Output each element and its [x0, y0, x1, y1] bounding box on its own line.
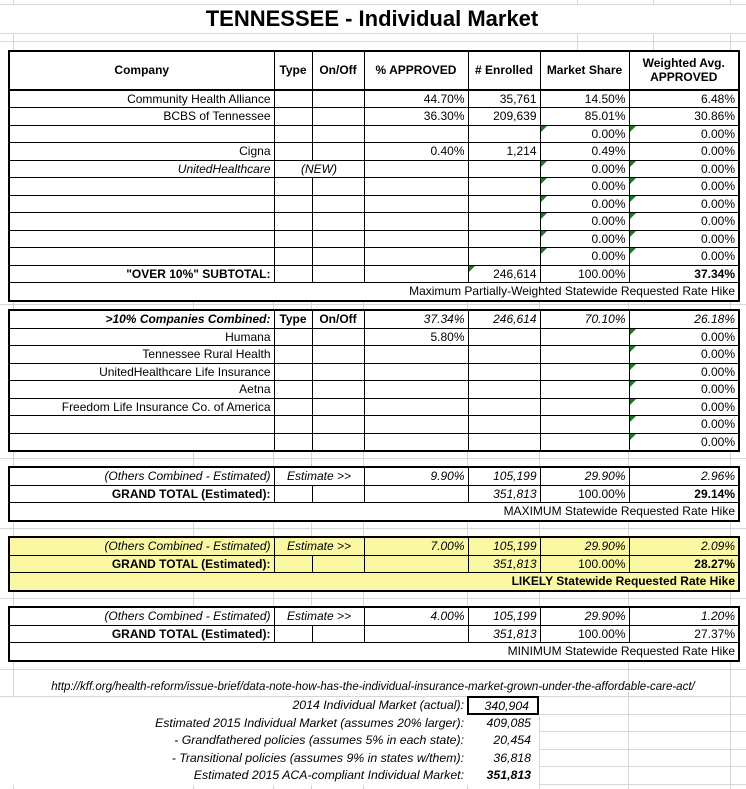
cell-enrolled: 246,614	[468, 310, 540, 328]
error-indicator-icon	[630, 126, 636, 132]
sheet-title: TENNESSEE - Individual Market	[13, 5, 731, 33]
table-note: MAXIMUM Statewide Requested Rate Hike	[9, 503, 739, 521]
footer-calc-row	[0, 767, 539, 785]
cell-weighted: 0.00%	[629, 381, 739, 399]
note-row	[9, 573, 739, 591]
footer-calc-value: 20,454	[467, 732, 539, 750]
cell-approved: 0.40%	[364, 143, 468, 161]
cell-company: Cigna	[9, 143, 274, 161]
table-header-row	[9, 51, 739, 90]
cell-weighted: 0.00%	[629, 160, 739, 178]
cell-weighted: 0.00%	[629, 230, 739, 248]
table-note: Maximum Partially-Weighted Statewide Requested Rate Hike	[9, 283, 739, 301]
cell-enrolled: 351,813	[468, 625, 540, 643]
cell-share: 100.00%	[540, 265, 629, 283]
cell-share: 100.00%	[540, 625, 629, 643]
cell-approved: 4.00%	[364, 607, 468, 625]
cell-enrolled: 351,813	[468, 485, 540, 503]
cell-share: 0.00%	[540, 230, 629, 248]
cell-approved: 7.00%	[364, 537, 468, 555]
cell-weighted: 0.00%	[629, 398, 739, 416]
gridline	[311, 451, 312, 466]
gridline	[273, 591, 274, 606]
col-header-type: Type	[274, 310, 312, 328]
table-row	[9, 125, 739, 143]
cell-subtotal-label: "OVER 10%" SUBTOTAL:	[9, 265, 274, 283]
gridline	[13, 591, 14, 606]
cell-weighted: 2.09%	[629, 537, 739, 555]
gridline	[363, 591, 364, 606]
gridline	[467, 521, 468, 536]
error-indicator-icon	[630, 329, 636, 335]
cell-estimate-label: Estimate >>	[274, 467, 364, 485]
cell-new-flag: (NEW)	[274, 160, 364, 178]
table-row	[9, 398, 739, 416]
gridline	[628, 451, 629, 466]
gridline	[193, 784, 194, 789]
gridline	[363, 451, 364, 466]
gridline	[539, 766, 746, 767]
others-row	[9, 607, 739, 625]
cell-weighted: 37.34%	[629, 265, 739, 283]
subtotal-row	[9, 265, 739, 283]
cell-weighted: 0.00%	[629, 363, 739, 381]
col-header-onoff: On/Off	[312, 310, 364, 328]
cell-total-label: GRAND TOTAL (Estimated):	[9, 625, 274, 643]
table-row	[9, 346, 739, 364]
cell-approved: 5.80%	[364, 328, 468, 346]
gridline	[0, 41, 746, 42]
cell-company: Tennessee Rural Health	[9, 346, 274, 364]
cell-weighted: 26.18%	[629, 310, 739, 328]
footer-calc-label: 2014 Individual Market (actual):	[0, 697, 467, 715]
cell-others-label: (Others Combined - Estimated)	[9, 467, 274, 485]
cell-others-label: (Others Combined - Estimated)	[9, 537, 274, 555]
error-indicator-icon	[630, 364, 636, 370]
gridline	[539, 451, 540, 466]
others-row	[9, 467, 739, 485]
gridline	[0, 304, 746, 305]
cell-weighted: 0.00%	[629, 195, 739, 213]
gridline	[539, 591, 540, 606]
error-indicator-icon	[630, 196, 636, 202]
error-indicator-icon	[630, 248, 636, 254]
cell-share: 0.00%	[540, 160, 629, 178]
note-row	[9, 283, 739, 301]
error-indicator-icon	[541, 196, 547, 202]
gridline	[539, 714, 746, 715]
cell-weighted: 0.00%	[629, 328, 739, 346]
over-10-table	[8, 50, 740, 302]
table-row	[9, 160, 739, 178]
col-header-weighted: Weighted Avg. APPROVED	[629, 51, 739, 90]
cell-weighted: 0.00%	[629, 346, 739, 364]
cell-enrolled: 35,761	[468, 90, 540, 108]
gridline	[13, 451, 14, 466]
gridline	[363, 521, 364, 536]
error-indicator-icon	[541, 248, 547, 254]
cell-weighted: 0.00%	[629, 248, 739, 266]
grand-total-row	[9, 555, 739, 573]
grand-total-row	[9, 485, 739, 503]
cell-weighted: 0.00%	[629, 178, 739, 196]
gridline	[193, 521, 194, 536]
col-header-approved: % APPROVED	[364, 51, 468, 90]
cell-share: 0.49%	[540, 143, 629, 161]
gridline	[467, 451, 468, 466]
error-indicator-icon	[630, 399, 636, 405]
cell-weighted: 29.14%	[629, 485, 739, 503]
cell-weighted: 6.48%	[629, 90, 739, 108]
gridline	[311, 521, 312, 536]
error-indicator-icon	[541, 231, 547, 237]
cell-weighted: 0.00%	[629, 143, 739, 161]
cell-share: 70.10%	[540, 310, 629, 328]
gridline	[0, 458, 746, 459]
gridline	[193, 591, 194, 606]
footer-calc-value: 340,904	[467, 696, 539, 715]
gridline	[0, 33, 746, 34]
cell-weighted: 0.00%	[629, 213, 739, 231]
cell-weighted: 1.20%	[629, 607, 739, 625]
minimum-estimate-table	[8, 606, 740, 662]
combined-companies-table	[8, 309, 740, 452]
gridline	[539, 716, 540, 789]
note-row	[9, 643, 739, 661]
error-indicator-icon	[630, 231, 636, 237]
footer-calc-label: Estimated 2015 Individual Market (assumes 20% larger):	[0, 715, 467, 733]
cell-enrolled: 246,614	[468, 265, 540, 283]
cell-weighted: 27.37%	[629, 625, 739, 643]
gridline	[311, 591, 312, 606]
gridline	[273, 784, 274, 789]
cell-share: 0.00%	[540, 195, 629, 213]
error-indicator-icon	[630, 381, 636, 387]
error-indicator-icon	[630, 178, 636, 184]
cell-enrolled: 209,639	[468, 108, 540, 126]
error-indicator-icon	[630, 161, 636, 167]
footer-calc-value: 36,818	[467, 750, 539, 768]
error-indicator-icon	[630, 213, 636, 219]
table-row	[9, 381, 739, 399]
cell-approved: 36.30%	[364, 108, 468, 126]
table-note: LIKELY Statewide Requested Rate Hike	[9, 573, 739, 591]
col-header-type: Type	[274, 51, 312, 90]
table-row	[9, 108, 739, 126]
cell-estimate-label: Estimate >>	[274, 537, 364, 555]
source-url: http://kff.org/health-reform/issue-brief/data-note-how-has-the-individual-insurance-market-grown-under-the-affordable-care-act/	[51, 681, 695, 693]
cell-share: 14.50%	[540, 90, 629, 108]
gridline	[0, 669, 746, 670]
cell-combined-label: >10% Companies Combined:	[9, 310, 274, 328]
gridline	[0, 598, 746, 599]
cell-weighted: 0.00%	[629, 416, 739, 434]
gridline	[730, 591, 731, 606]
cell-share: 0.00%	[540, 213, 629, 231]
cell-enrolled: 105,199	[468, 607, 540, 625]
col-header-enrolled: # Enrolled	[468, 51, 540, 90]
table-row	[9, 363, 739, 381]
gridline	[539, 749, 746, 750]
gridline	[730, 451, 731, 466]
note-row	[9, 503, 739, 521]
gridline	[0, 528, 746, 529]
cell-enrolled: 351,813	[468, 555, 540, 573]
table-row	[9, 143, 739, 161]
gridline	[193, 451, 194, 466]
cell-total-label: GRAND TOTAL (Estimated):	[9, 555, 274, 573]
likely-estimate-table	[8, 536, 740, 592]
footer-calc-row	[0, 750, 539, 768]
cell-company: Freedom Life Insurance Co. of America	[9, 398, 274, 416]
cell-estimate-label: Estimate >>	[274, 607, 364, 625]
table-row	[9, 178, 739, 196]
table-row	[9, 213, 739, 231]
gridline	[628, 591, 629, 606]
footer-calc-row	[0, 715, 539, 733]
error-indicator-icon	[541, 178, 547, 184]
cell-share: 29.90%	[540, 607, 629, 625]
table-row	[9, 195, 739, 213]
table-row	[9, 248, 739, 266]
error-indicator-icon	[541, 161, 547, 167]
cell-company: BCBS of Tennessee	[9, 108, 274, 126]
maximum-estimate-table	[8, 466, 740, 522]
gridline	[13, 521, 14, 536]
cell-company: Humana	[9, 328, 274, 346]
footer-calc-label: - Transitional policies (assumes 9% in states w/them):	[0, 750, 467, 768]
cell-enrolled: 1,214	[468, 143, 540, 161]
cell-approved: 9.90%	[364, 467, 468, 485]
others-row	[9, 537, 739, 555]
error-indicator-icon	[541, 213, 547, 219]
cell-weighted: 2.96%	[629, 467, 739, 485]
cell-share: 29.90%	[540, 537, 629, 555]
cell-weighted: 0.00%	[629, 433, 739, 451]
cell-approved: 37.34%	[364, 310, 468, 328]
table-row	[9, 328, 739, 346]
table-note: MINIMUM Statewide Requested Rate Hike	[9, 643, 739, 661]
footer-calc-label: Estimated 2015 ACA-compliant Individual Market:	[0, 767, 467, 785]
error-indicator-icon	[630, 346, 636, 352]
cell-company: UnitedHealthcare	[9, 160, 274, 178]
cell-weighted: 28.27%	[629, 555, 739, 573]
cell-enrolled: 105,199	[468, 537, 540, 555]
footer-calc-row	[0, 697, 539, 715]
cell-share: 0.00%	[540, 125, 629, 143]
table-row	[9, 90, 739, 108]
cell-share: 29.90%	[540, 467, 629, 485]
table-row	[9, 230, 739, 248]
cell-weighted: 0.00%	[629, 125, 739, 143]
gridline	[467, 784, 468, 789]
cell-share: 85.01%	[540, 108, 629, 126]
footer-calc-value: 351,813	[467, 767, 539, 785]
cell-others-label: (Others Combined - Estimated)	[9, 607, 274, 625]
gridline	[467, 591, 468, 606]
cell-share: 100.00%	[540, 485, 629, 503]
gridline	[628, 521, 629, 536]
table-row	[9, 433, 739, 451]
table-row	[9, 416, 739, 434]
gridline	[539, 521, 540, 536]
grand-total-row	[9, 625, 739, 643]
cell-company: UnitedHealthcare Life Insurance	[9, 363, 274, 381]
footer-calc-label: - Grandfathered policies (assumes 5% in each state):	[0, 732, 467, 750]
gridline	[539, 731, 746, 732]
error-indicator-icon	[469, 266, 475, 272]
cell-share: 0.00%	[540, 178, 629, 196]
col-header-onoff: On/Off	[312, 51, 364, 90]
gridline	[311, 784, 312, 789]
cell-company: Community Health Alliance	[9, 90, 274, 108]
cell-weighted: 30.86%	[629, 108, 739, 126]
error-indicator-icon	[630, 434, 636, 440]
gridline	[273, 451, 274, 466]
error-indicator-icon	[541, 126, 547, 132]
cell-approved: 44.70%	[364, 90, 468, 108]
cell-company: Aetna	[9, 381, 274, 399]
footer-calc-value: 409,085	[467, 715, 539, 733]
gridline	[273, 521, 274, 536]
cell-enrolled: 105,199	[468, 467, 540, 485]
col-header-company: Company	[9, 51, 274, 90]
cell-share: 0.00%	[540, 248, 629, 266]
gridline	[363, 784, 364, 789]
cell-total-label: GRAND TOTAL (Estimated):	[9, 485, 274, 503]
cell-share: 100.00%	[540, 555, 629, 573]
gridline	[730, 521, 731, 536]
combined-header-row	[9, 310, 739, 328]
footer-calc-row	[0, 732, 539, 750]
col-header-share: Market Share	[540, 51, 629, 90]
error-indicator-icon	[630, 416, 636, 422]
